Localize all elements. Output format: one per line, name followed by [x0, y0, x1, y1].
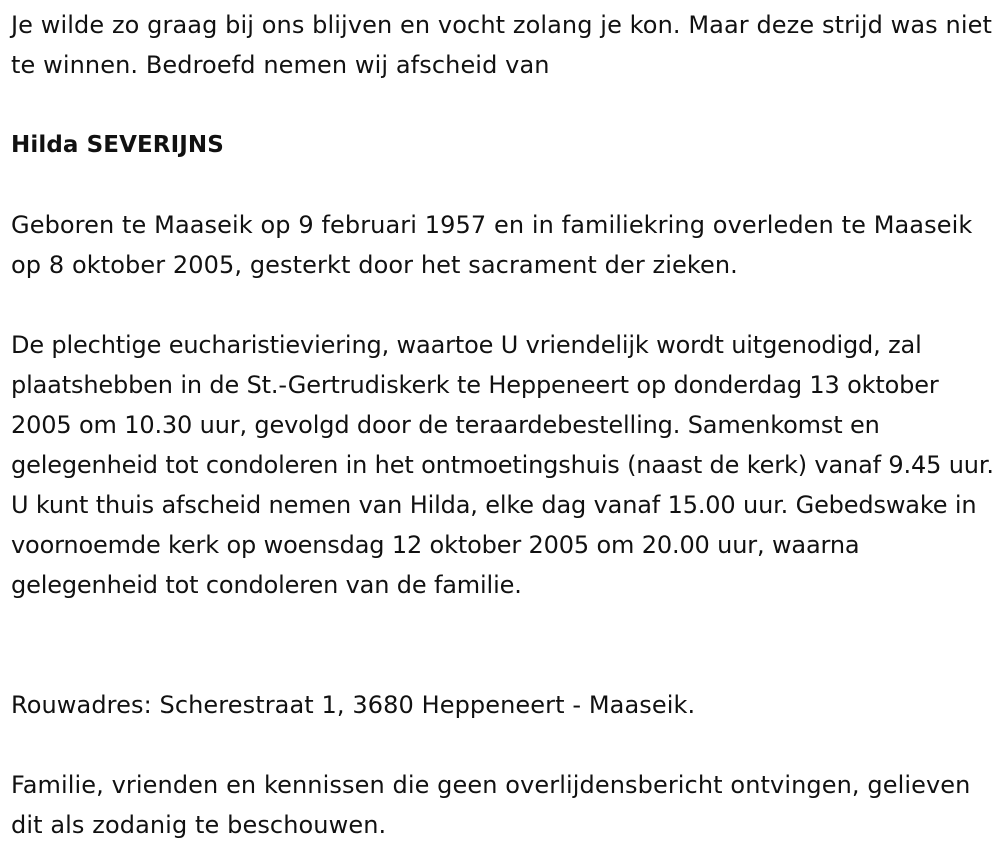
closing-paragraph: Familie, vrienden en kennissen die geen overlijdensbericht ontvingen, gelieven dit als zodanig te beschouwen. [11, 771, 971, 839]
birth-death-paragraph: Geboren te Maaseik op 9 februari 1957 en in familiekring overleden te Maaseik op 8 oktober 2005, gesterkt door het sacrament der zieken. [11, 211, 973, 279]
funeral-service-paragraph: De plechtige eucharistieviering, waartoe U vriendelijk wordt uitgenodigd, zal plaatshebben in de St.-Gertrudiskerk te Heppeneert op donderdag 13 oktober 2005 om 10.30 uur, gevolgd door de teraardebestelling. Samenkomst en gelegenheid tot condoleren in het ontmoetingshuis (naast de kerk) vanaf 9.45 uur. U kunt thuis afscheid nemen van Hilda, elke dag vanaf 15.00 uur. Gebedswake in voornoemde kerk op woensdag 12 oktober 2005 om 20.00 uur, waarna gelegenheid tot condoleren van de familie. [11, 331, 994, 599]
mourning-address: Rouwadres: Scherestraat 1, 3680 Heppeneert - Maaseik. [11, 691, 696, 719]
intro-paragraph: Je wilde zo graag bij ons blijven en vocht zolang je kon. Maar deze strijd was niet te winnen. Bedroefd nemen wij afscheid van [11, 11, 992, 79]
deceased-name: Hilda SEVERIJNS [11, 132, 224, 158]
